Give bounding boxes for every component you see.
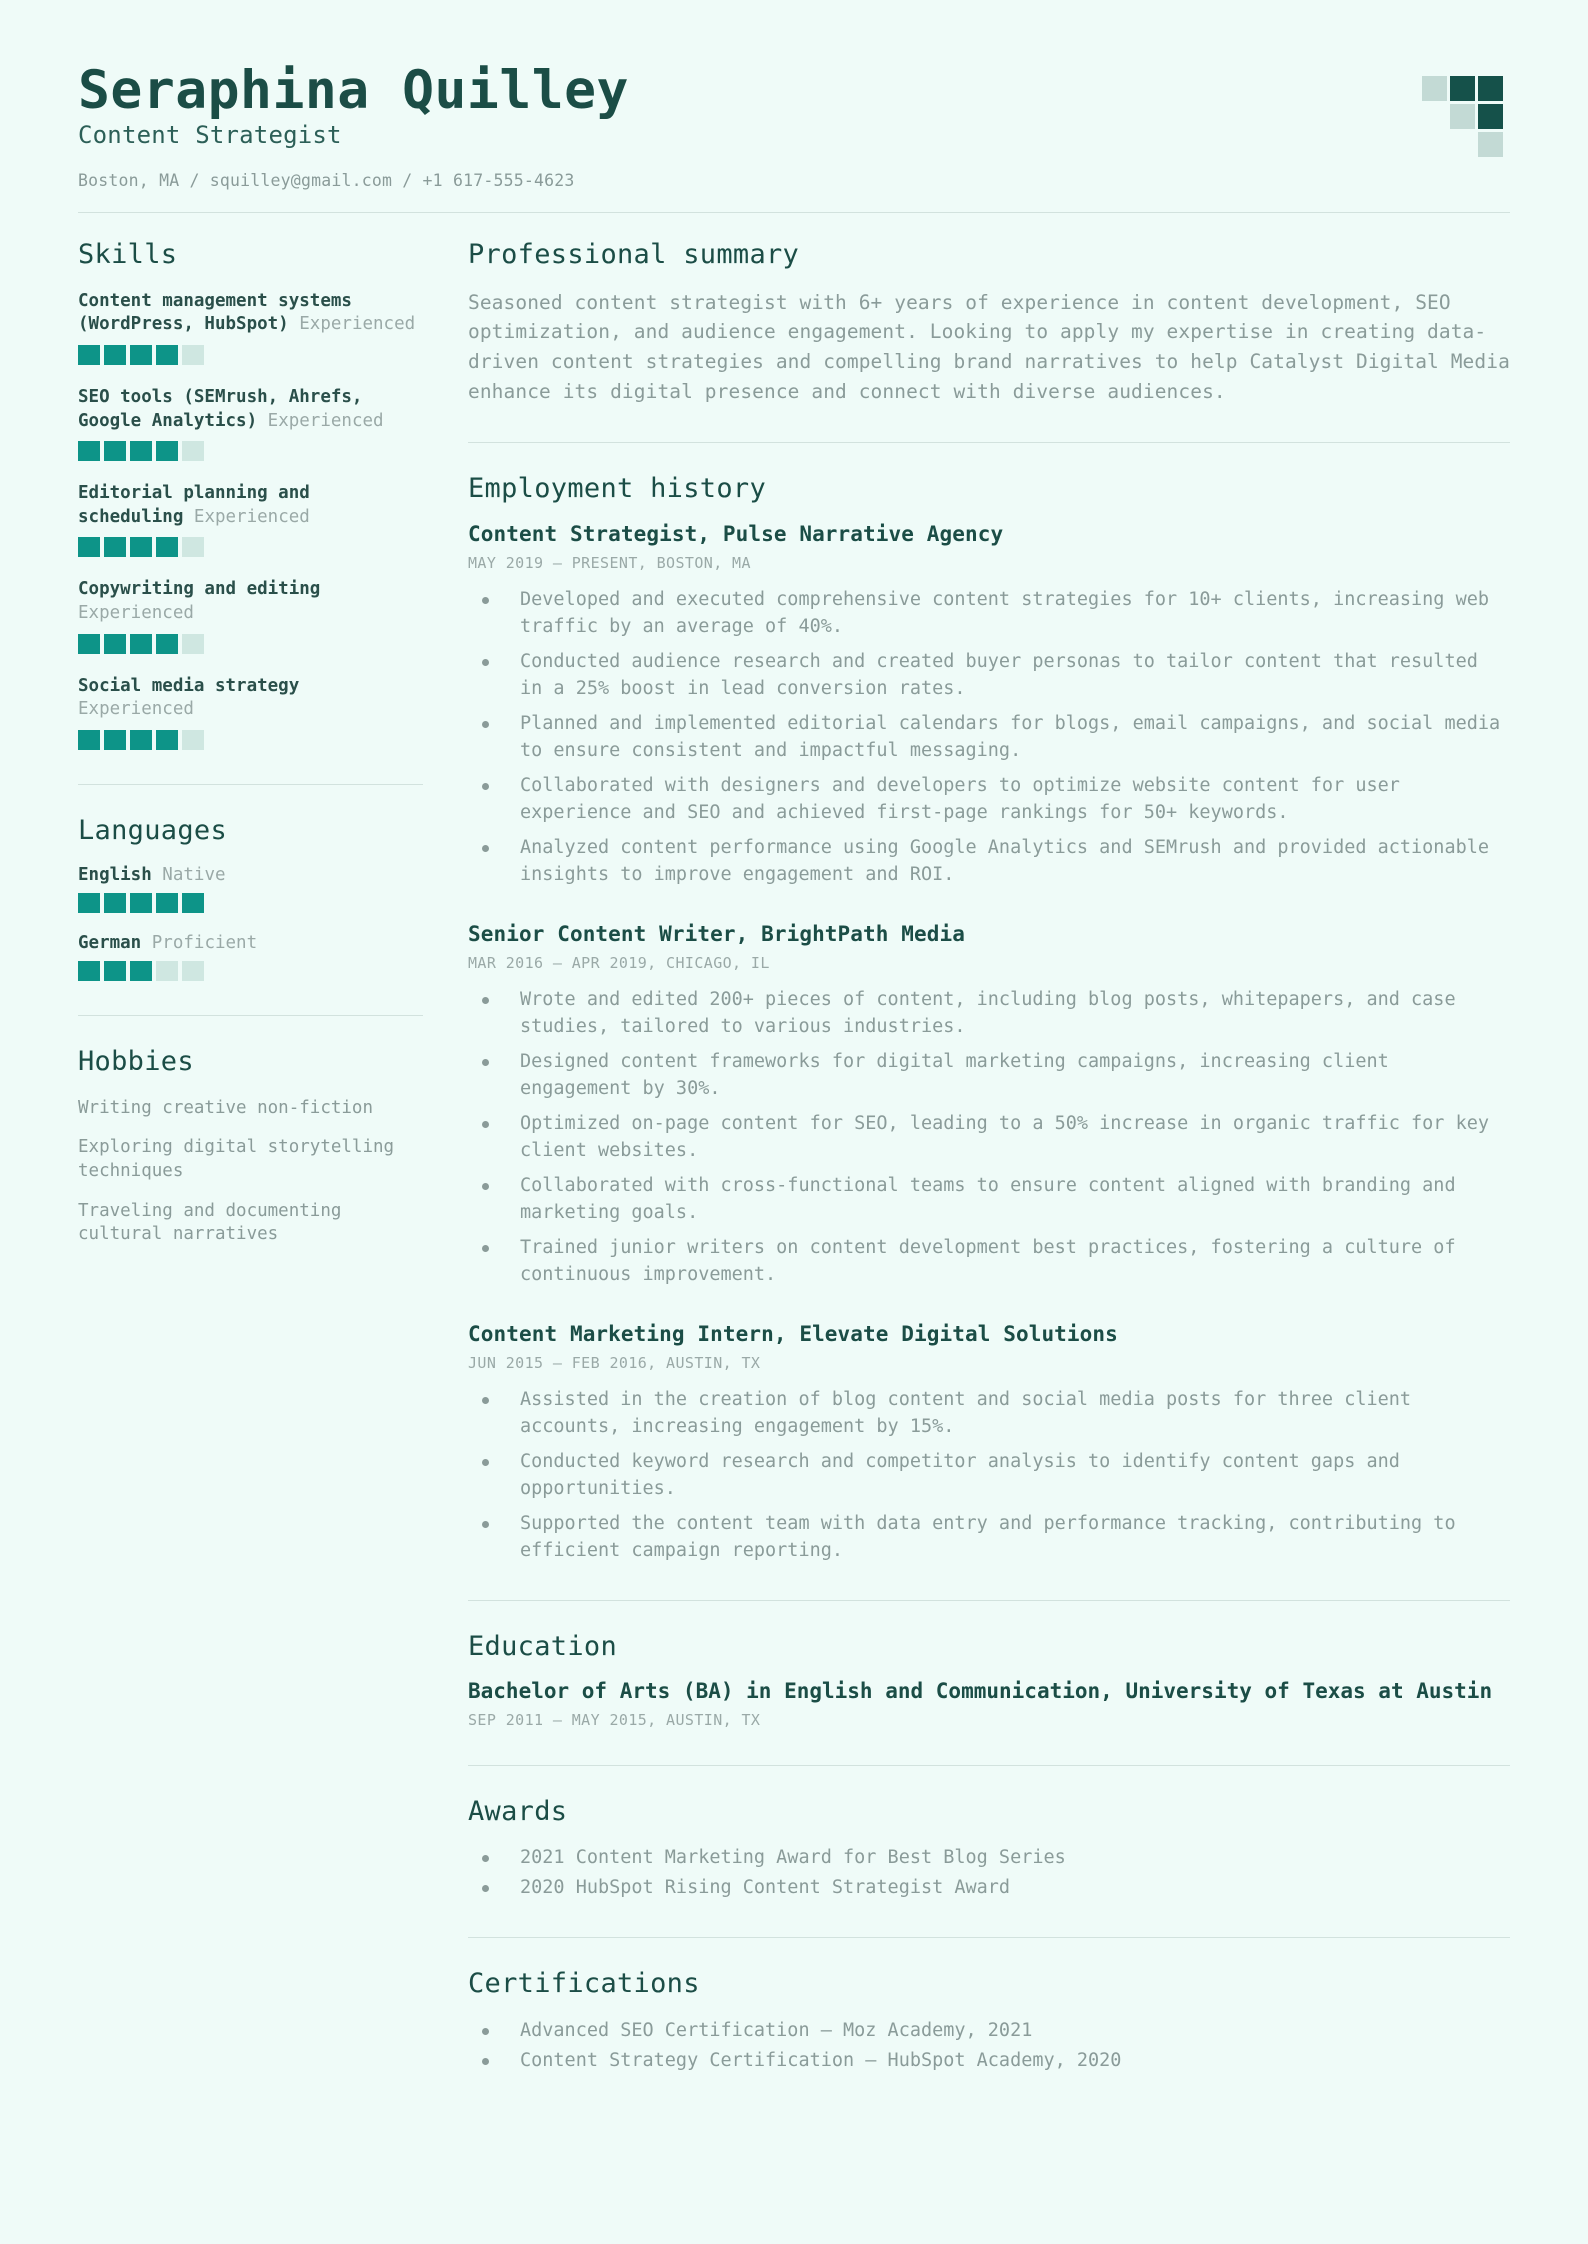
- education-section: [468, 1631, 1510, 1729]
- award-item: 2020 HubSpot Rising Content Strategist Award: [468, 1874, 1510, 1901]
- jobs-list: [468, 522, 1510, 1564]
- certification-item: Content Strategy Certification – HubSpot Academy, 2020: [468, 2047, 1510, 2074]
- language-rating-box: [156, 893, 178, 913]
- summary-section: [468, 239, 1510, 406]
- languages-section-title: Languages: [78, 814, 227, 846]
- skill-item: [78, 290, 423, 365]
- hobbies-list: [78, 1097, 423, 1247]
- job-bullet: Optimized on-page content for SEO, leading to a 50% increase in organic traffic for key client websites.: [468, 1110, 1510, 1164]
- job-bullet-list: [468, 986, 1510, 1288]
- skill-rating-box: [156, 345, 178, 365]
- skill-level: Experienced: [78, 699, 194, 720]
- skill-rating-box: [78, 730, 100, 750]
- employment-section-title: Employment history: [468, 473, 766, 505]
- hobbies-section-title: Hobbies: [78, 1046, 194, 1078]
- skill-rating-box: [78, 441, 100, 461]
- language-level: Native: [162, 865, 226, 886]
- skill-level: Experienced: [267, 410, 384, 431]
- language-level: Proficient: [151, 933, 258, 954]
- contact-line: Boston, MA / squilley@gmail.com / +1 617-555-4623: [78, 171, 575, 191]
- language-rating-box: [130, 961, 152, 981]
- logo-square-light-1: [1422, 76, 1447, 101]
- skill-rating-box: [182, 345, 204, 365]
- language-rating-box: [104, 893, 126, 913]
- job-bullet: Conducted keyword research and competitor analysis to identify content gaps and opportunities.: [468, 1448, 1510, 1502]
- certifications-section-title: Certifications: [468, 1968, 700, 2000]
- sidebar-divider-1: [78, 784, 423, 785]
- language-rating-box: [156, 961, 178, 981]
- hobbies-section: [78, 1046, 423, 1247]
- skill-name: Content management systems (WordPress, HubSpot) Experienced: [78, 290, 416, 335]
- job-entry: [468, 922, 1510, 1288]
- education-list: [468, 1679, 1510, 1729]
- education-degree: Bachelor of Arts (BA) in English and Communication, University of Texas at Austin: [468, 1678, 1493, 1703]
- resume-body: [78, 213, 1510, 2076]
- education-section-title: Education: [468, 1630, 617, 1662]
- skill-rating-box: [182, 634, 204, 654]
- skill-name: Copywriting and editing Experienced: [78, 579, 321, 623]
- logo-square-dark-1: [1450, 76, 1475, 101]
- skill-rating-box: [104, 537, 126, 557]
- hobby-item: Exploring digital storytelling techniques: [78, 1137, 395, 1181]
- skill-rating: [78, 441, 423, 461]
- skill-rating-box: [104, 730, 126, 750]
- hobby-item: Traveling and documenting cultural narratives: [78, 1200, 342, 1245]
- skill-rating-box: [182, 730, 204, 750]
- job-bullet: Wrote and edited 200+ pieces of content, including blog posts, whitepapers, and case studies, tailored to various industries.: [468, 986, 1510, 1040]
- skill-level: Experienced: [299, 314, 416, 335]
- logo-square-light-3: [1478, 132, 1503, 157]
- job-title-company: Senior Content Writer, BrightPath Media: [468, 921, 965, 946]
- employment-section: [468, 473, 1510, 1563]
- sidebar-divider-2: [78, 1015, 423, 1016]
- skill-rating: [78, 634, 423, 654]
- resume-header: [78, 62, 1510, 212]
- logo-square-dark-2: [1478, 76, 1503, 101]
- skill-level: Experienced: [193, 506, 310, 527]
- skill-rating-box: [156, 634, 178, 654]
- skill-item: [78, 578, 423, 653]
- job-bullet: Designed content frameworks for digital marketing campaigns, increasing client engagement by 30%.: [468, 1048, 1510, 1102]
- job-dates-location: JUN 2015 – FEB 2016, AUSTIN, TX: [468, 1353, 761, 1372]
- languages-list: [78, 865, 423, 981]
- skill-item: [78, 675, 423, 750]
- mosaic-logo-icon: [1422, 76, 1506, 160]
- awards-section-title: Awards: [468, 1795, 568, 1827]
- skill-rating-box: [78, 634, 100, 654]
- skill-rating-box: [156, 537, 178, 557]
- awards-section: [468, 1796, 1510, 1901]
- language-rating-box: [130, 893, 152, 913]
- education-dates-location: SEP 2011 – MAY 2015, AUSTIN, TX: [468, 1710, 761, 1729]
- skill-rating-box: [156, 730, 178, 750]
- job-dates-location: MAR 2016 – APR 2019, CHICAGO, IL: [468, 953, 770, 972]
- job-bullet: Collaborated with cross-functional teams to ensure content aligned with branding and marketing goals.: [468, 1172, 1510, 1226]
- job-entry: [468, 522, 1510, 888]
- candidate-job-title: Content Strategist: [78, 121, 342, 150]
- language-rating: [78, 893, 423, 913]
- skill-item: [78, 482, 423, 557]
- skill-name: SEO tools (SEMrush, Ahrefs, Google Analytics) Experienced: [78, 386, 384, 431]
- job-title-company: Content Marketing Intern, Elevate Digital Solutions: [468, 1321, 1118, 1346]
- skill-rating-box: [104, 345, 126, 365]
- job-bullet: Trained junior writers on content development best practices, fostering a culture of continuous improvement.: [468, 1234, 1510, 1288]
- skill-rating-box: [182, 537, 204, 557]
- skill-item: [78, 386, 423, 461]
- job-entry: [468, 1322, 1510, 1564]
- job-bullet: Supported the content team with data entry and performance tracking, contributing to efficient campaign reporting.: [468, 1510, 1510, 1564]
- language-rating-box: [104, 961, 126, 981]
- certification-item: Advanced SEO Certification – Moz Academy, 2021: [468, 2017, 1510, 2044]
- language-rating-box: [78, 961, 100, 981]
- main-divider-3: [468, 1765, 1510, 1766]
- skill-rating-box: [78, 537, 100, 557]
- language-rating-box: [78, 893, 100, 913]
- summary-section-title: Professional summary: [468, 239, 800, 271]
- skill-rating-box: [130, 441, 152, 461]
- job-bullet: Collaborated with designers and developers to optimize website content for user experience and SEO and achieved first-page rankings for 50+ keywords.: [468, 772, 1510, 826]
- main-divider-2: [468, 1600, 1510, 1601]
- header-text-block: [78, 62, 1422, 190]
- language-name: English Native: [78, 865, 226, 886]
- language-rating-box: [182, 893, 204, 913]
- skill-rating-box: [182, 441, 204, 461]
- language-rating: [78, 961, 423, 981]
- skills-section-title: Skills: [78, 239, 178, 271]
- language-item: [78, 933, 423, 981]
- sidebar-column: [78, 239, 463, 1263]
- skill-rating-box: [104, 441, 126, 461]
- awards-list: [468, 1844, 1510, 1901]
- award-item: 2021 Content Marketing Award for Best Blog Series: [468, 1844, 1510, 1871]
- skill-rating-box: [78, 345, 100, 365]
- main-divider-4: [468, 1937, 1510, 1938]
- job-bullet: Analyzed content performance using Google Analytics and SEMrush and provided actionable insights to improve engagement and ROI.: [468, 834, 1510, 888]
- skill-name: Social media strategy Experienced: [78, 675, 300, 720]
- languages-section: [78, 815, 423, 981]
- skill-rating: [78, 730, 423, 750]
- skill-rating-box: [156, 441, 178, 461]
- skill-rating-box: [104, 634, 126, 654]
- certifications-section: [468, 1968, 1510, 2073]
- language-item: [78, 865, 423, 913]
- job-bullet-list: [468, 1386, 1510, 1564]
- skill-rating-box: [130, 537, 152, 557]
- job-dates-location: MAY 2019 – PRESENT, BOSTON, MA: [468, 553, 751, 572]
- main-column: [463, 239, 1510, 2076]
- language-rating-box: [182, 961, 204, 981]
- summary-text: Seasoned content strategist with 6+ years of experience in content development, SEO optimization, and audience engagement. Looking to apply my expertise in creating data-driven content strategies and compelling brand narratives to help Catalyst Digital Media enhance its digital presence and connect with diverse audiences.: [468, 290, 1510, 403]
- job-bullet: Conducted audience research and created buyer personas to tailor content that resulted in a 25% boost in lead conversion rates.: [468, 648, 1510, 702]
- job-bullet: Assisted in the creation of blog content and social media posts for three client accounts, increasing engagement by 15%.: [468, 1386, 1510, 1440]
- candidate-name: Seraphina Quilley: [78, 60, 629, 121]
- main-divider-1: [468, 442, 1510, 443]
- logo-square-light-2: [1450, 104, 1475, 129]
- education-entry: [468, 1679, 1510, 1729]
- hobby-item: Writing creative non-fiction: [78, 1097, 374, 1118]
- logo-square-dark-3: [1478, 104, 1503, 129]
- certifications-list: [468, 2017, 1510, 2074]
- skill-rating-box: [130, 730, 152, 750]
- skills-section: [78, 239, 423, 750]
- skill-level: Experienced: [78, 603, 194, 623]
- job-bullet-list: [468, 586, 1510, 888]
- skills-list: [78, 290, 423, 750]
- skill-name: Editorial planning and scheduling Experienced: [78, 483, 310, 527]
- skill-rating: [78, 537, 423, 557]
- skill-rating: [78, 345, 423, 365]
- skill-rating-box: [130, 634, 152, 654]
- job-bullet: Developed and executed comprehensive content strategies for 10+ clients, increasing web traffic by an average of 40%.: [468, 586, 1510, 640]
- job-title-company: Content Strategist, Pulse Narrative Agency: [468, 521, 1004, 546]
- job-bullet: Planned and implemented editorial calendars for blogs, email campaigns, and social media to ensure consistent and impactful messaging.: [468, 710, 1510, 764]
- skill-rating-box: [130, 345, 152, 365]
- language-name: German Proficient: [78, 933, 258, 954]
